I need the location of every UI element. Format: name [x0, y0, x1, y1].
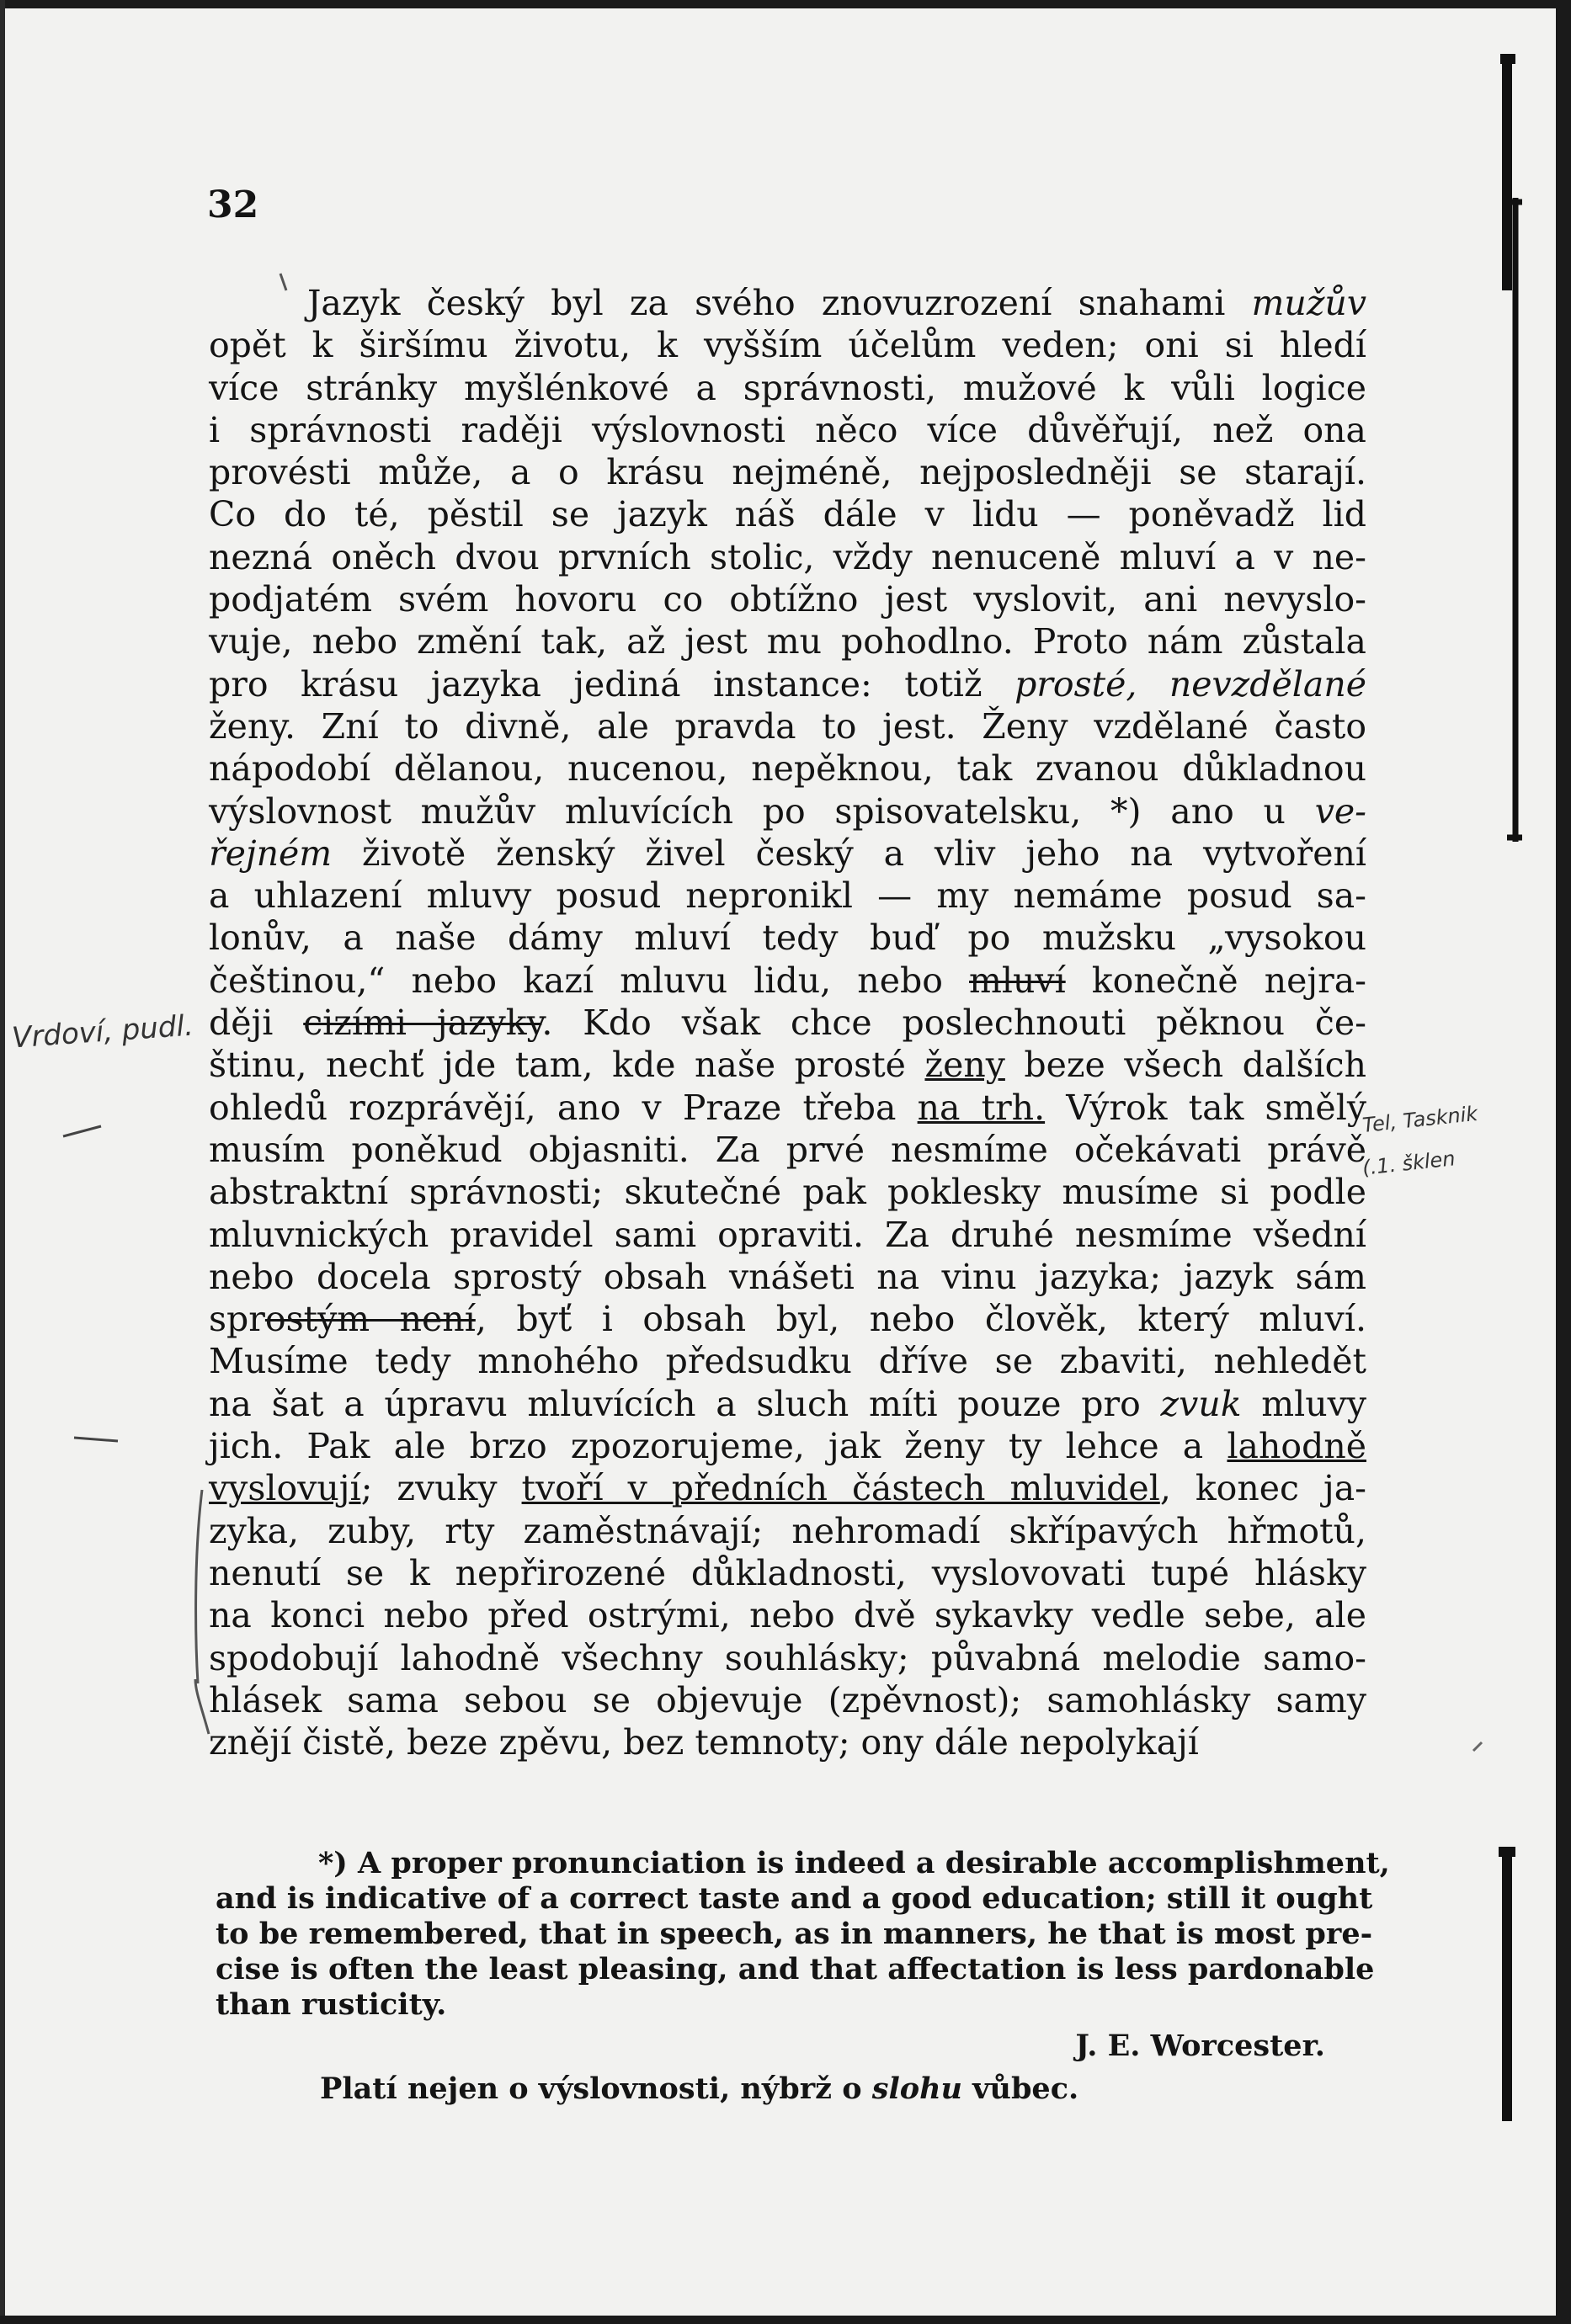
italic-span: mužův — [1251, 283, 1366, 323]
text-span: ohledů rozprávějí, ano v Praze třeba — [209, 1087, 918, 1128]
text-span: a uhlazení mluvy posud nepronikl — my nemáme posud sa- — [209, 875, 1366, 917]
text-span: ději — [209, 1002, 304, 1044]
text-span: pro krásu jazyka jediná instance: totiž — [209, 663, 1015, 705]
text-span: mluvy — [1241, 1383, 1366, 1424]
italic-span: ve- — [1314, 790, 1366, 832]
footnote-line: and is indicative of a correct taste and a good education; still it ought — [216, 1881, 1373, 1916]
handwritten-note-right-2: (.1. šklen — [1361, 1146, 1457, 1180]
text-span: nebo docela sprostý obsah vnášeti na vinu jazyka; jazyk sám — [209, 1256, 1366, 1297]
text-span: mluvnických pravidel sami opraviti. Za druhé nesmíme všední — [209, 1214, 1366, 1255]
struck-span: cizími jazyky — [303, 1002, 542, 1044]
text-span: více stránky myšlénkové a správnosti, mužové k vůli logice — [209, 367, 1366, 408]
text-span: lonův, a naše dámy mluví tedy buď po mužsku „vysokou — [209, 917, 1366, 959]
text-span: životě ženský živel český a vliv jeho na vytvoření — [332, 832, 1366, 874]
margin-dash-2 — [74, 1438, 118, 1441]
struck-span: mluví — [969, 960, 1066, 1001]
handwritten-note-left: Vrdoví, pudl. — [10, 1008, 194, 1056]
margin-slash — [1473, 1742, 1482, 1751]
footnote-line: than rusticity. — [216, 1987, 447, 2022]
text-span: hlásek sama sebou se objevuje (zpěvnost); samohlásky samy — [209, 1679, 1366, 1720]
text-span: konečně nejra- — [1065, 960, 1366, 1001]
text-span: štinu, nechť jde tam, kde naše prosté — [209, 1045, 925, 1086]
text-span: Co do té, pěstil se jazyk náš dále v lidu — poněvadž lid — [209, 494, 1366, 535]
text-span: nenutí se k nepřirozené důkladnosti, vyslovovati tupé hlásky — [209, 1552, 1366, 1593]
text-span: výslovnost mužův mluvících po spisovatelsku, *) ano u — [209, 790, 1315, 832]
text-span: spodobují lahodně všechny souhlásky; půvabná melodie samo- — [209, 1637, 1366, 1678]
italic-span: řejném — [209, 832, 333, 874]
text-span: musím poněkud objasniti. Za prvé nesmíme očekávati právě — [209, 1129, 1366, 1170]
text-span: opět k širšímu životu, k vyšším účelům veden; oni si hledí — [209, 325, 1366, 366]
text-span: vuje, nebo změní tak, až jest mu pohodlno. Proto nám zůstala — [209, 621, 1366, 662]
text-span: na šat a úpravu mluvících a sluch míti pouze pro — [209, 1383, 1161, 1424]
footnote-line: cise is often the least pleasing, and that affectation is less pardonable — [216, 1952, 1375, 1986]
underlined-span: tvoří v předních částech mluvidel — [521, 1468, 1160, 1509]
italic-span: zvuk — [1160, 1383, 1242, 1424]
text-span: i správnosti raději výslovnosti něco více důvěřují, než ona — [209, 409, 1366, 450]
footnote-signature: J. E. Worcester. — [1075, 2029, 1325, 2063]
underlined-span: na trh. — [917, 1087, 1046, 1128]
underlined-span: ženy — [924, 1045, 1005, 1086]
text-span: spr — [209, 1299, 265, 1340]
text-span: Výrok tak smělý — [1045, 1087, 1366, 1128]
margin-tick-top — [280, 274, 286, 290]
text-span: , byť i obsah byl, nebo člověk, který mluví. — [475, 1299, 1366, 1340]
text-span: provésti může, a o krásu nejméně, nejposledněji se starají. — [209, 452, 1366, 493]
margin-brace — [195, 1490, 209, 1734]
text-span: . Kdo však chce poslechnouti pěknou če- — [541, 1002, 1367, 1044]
text-span: nápodobí dělanou, nucenou, nepěknou, tak zvanou důkladnou — [209, 748, 1366, 790]
text-span: nezná oněch dvou prvních stolic, vždy nenuceně mluví a v ne- — [209, 536, 1366, 577]
underlined-span: lahodně — [1227, 1426, 1366, 1467]
footnote-second-before: Platí nejen o výslovnosti, nýbrž o — [320, 2071, 872, 2106]
text-span: abstraktní správnosti; skutečné pak poklesky musíme si podle — [209, 1172, 1366, 1213]
text-span: beze všech dalších — [1004, 1045, 1366, 1086]
underlined-span: vyslovují — [209, 1468, 361, 1509]
margin-dash-1 — [63, 1126, 101, 1136]
margin-bracket-lower — [1499, 1852, 1515, 2121]
text-span: podjatém svém hovoru co obtížno jest vyslovit, ani nevyslo- — [209, 579, 1366, 620]
text-span: češtinou,“ nebo kazí mluvu lidu, nebo — [209, 960, 970, 1001]
margin-bracket-middle — [1507, 198, 1522, 842]
text-span: jich. Pak ale brzo zpozorujeme, jak ženy ty lehce a — [209, 1426, 1228, 1467]
footnote-line: to be remembered, that in speech, as in manners, he that is most pre- — [216, 1917, 1373, 1951]
italic-span: prosté, nevzdělané — [1014, 663, 1366, 705]
text-span: ; zvuky — [360, 1468, 522, 1509]
text-span: znějí čistě, beze zpěvu, bez temnoty; ony dále nepolykají — [209, 1722, 1199, 1763]
text-span: ženy. Zní to divně, ale pravda to jest. Ženy vzdělané často — [209, 705, 1366, 747]
footnote-second-italic: slohu — [871, 2071, 962, 2106]
text-span: , konec ja- — [1159, 1468, 1366, 1509]
struck-span: ostým není — [264, 1299, 476, 1340]
footnote-second-after: vůbec. — [961, 2071, 1079, 2106]
text-span: Musíme tedy mnohého předsudku dříve se zbaviti, nehledět — [209, 1341, 1366, 1382]
text-span: na konci nebo před ostrými, nebo dvě sykavky vedle sebe, ale — [209, 1595, 1366, 1636]
footnote-line: *) A proper pronunciation is indeed a desirable accomplishment, — [318, 1846, 1390, 1880]
text-span: zyka, zuby, rty zaměstnávají; nehromadí skřípavých hřmotů, — [209, 1510, 1366, 1551]
text-span: Jazyk český byl za svého znovuzrození snahami — [307, 283, 1252, 323]
handwritten-note-right-1: Tel, Tasknik — [1361, 1101, 1479, 1138]
page-number: 32 — [207, 183, 259, 226]
